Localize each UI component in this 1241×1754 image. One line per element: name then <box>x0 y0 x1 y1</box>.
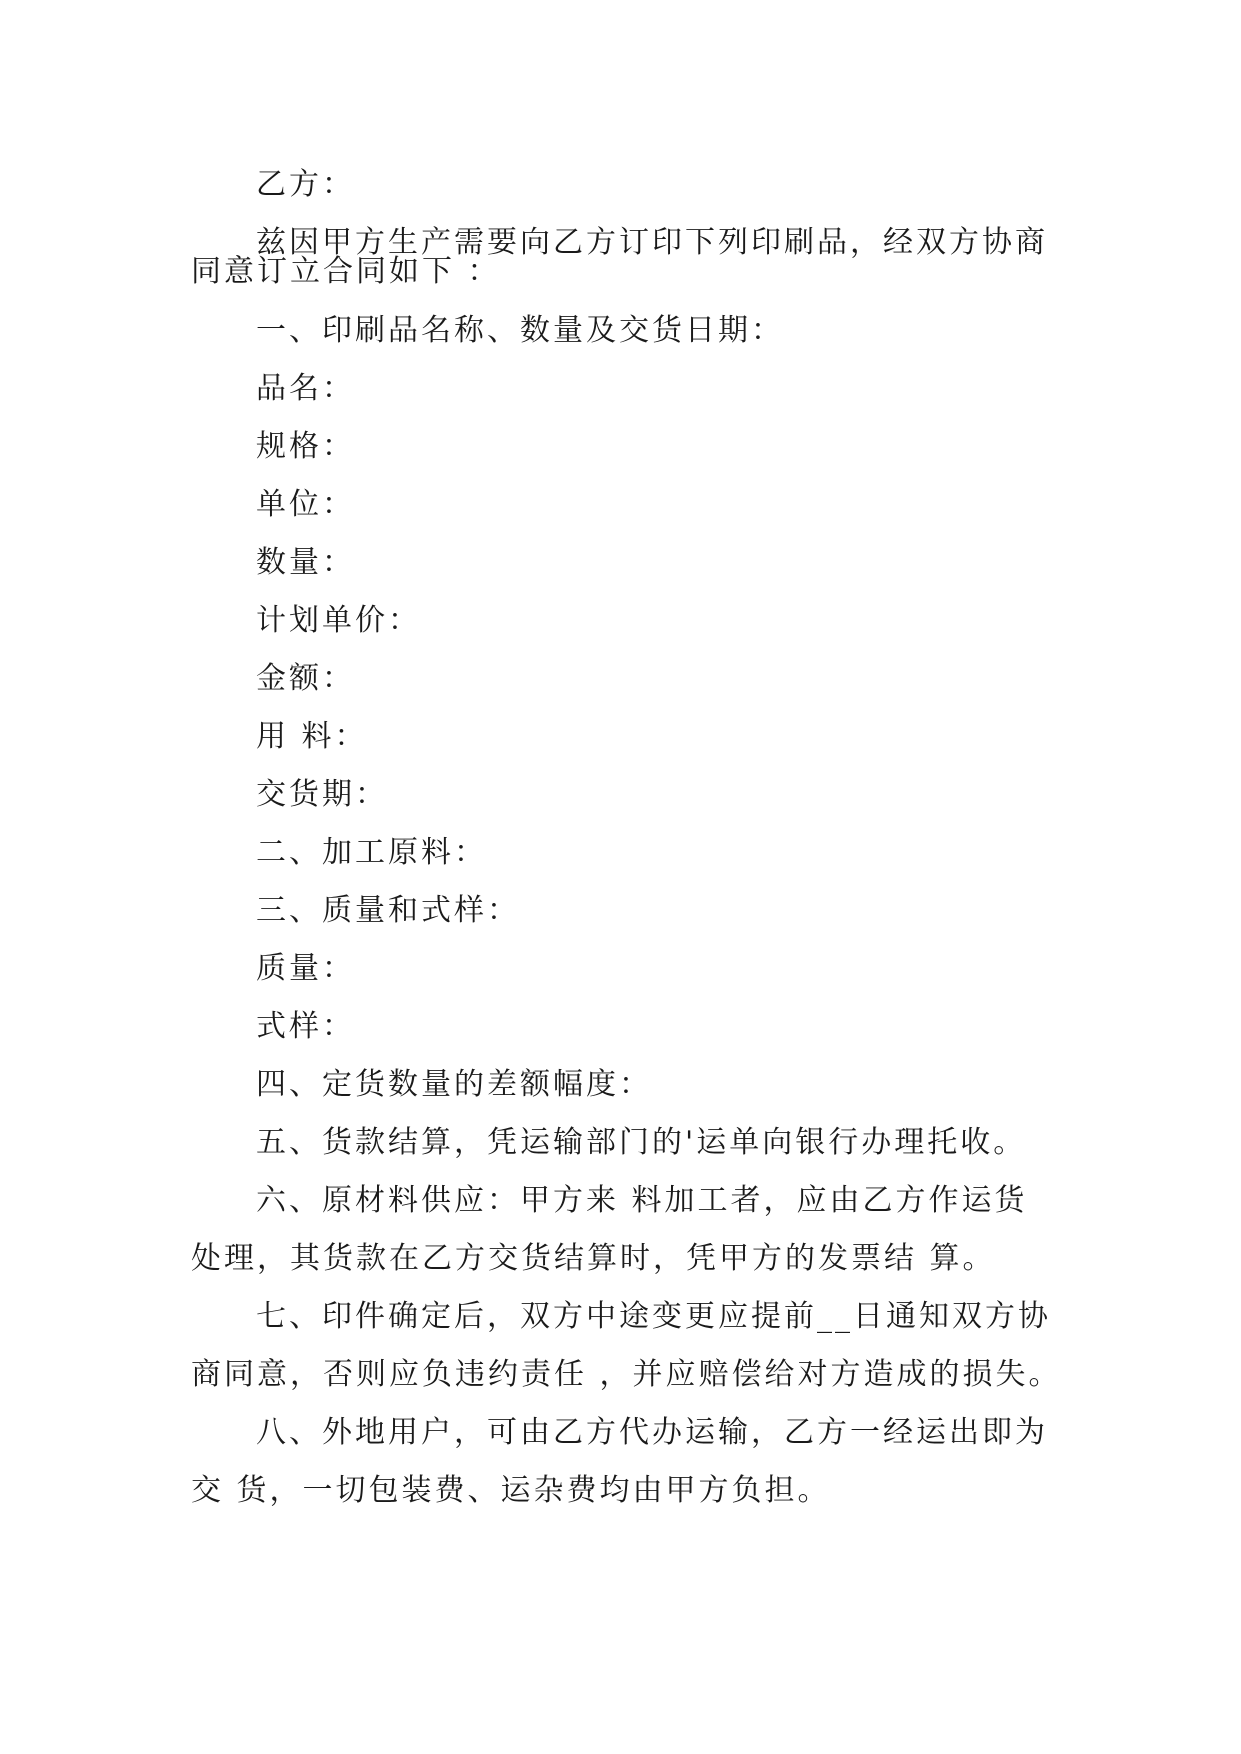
section-7-line-2: 商同意，否则应负违约责任 ，并应赔偿给对方造成的损失。 <box>191 1357 1062 1392</box>
preamble-line-1: 兹因甲方生产需要向乙方订印下列印刷品，经双方协商 <box>256 225 1048 260</box>
field-unit-price: 计划单价： <box>256 603 421 638</box>
field-style: 式样： <box>256 1009 355 1044</box>
preamble-line-2: 同意订立合同如下 ： <box>191 254 501 289</box>
field-amount: 金额： <box>256 661 355 696</box>
section-6-line-2: 处理，其货款在乙方交货结算时，凭甲方的发票结 算。 <box>191 1241 996 1276</box>
section-2-heading: 二、加工原料： <box>256 835 487 870</box>
section-4-heading: 四、定货数量的差额幅度： <box>256 1067 652 1102</box>
section-7-line-1: 七、印件确定后，双方中途变更应提前__日通知双方协 <box>256 1299 1051 1334</box>
section-3-heading: 三、质量和式样： <box>256 893 520 928</box>
section-8-line-1: 八、外地用户，可由乙方代办运输，乙方一经运出即为 <box>256 1415 1048 1450</box>
field-product-name: 品名： <box>256 371 355 406</box>
field-materials: 用 料： <box>256 719 368 754</box>
section-6-line-1: 六、原材料供应：甲方来 料加工者，应由乙方作运货 <box>256 1183 1028 1218</box>
field-specification: 规格： <box>256 429 355 464</box>
field-delivery-date: 交货期： <box>256 777 388 812</box>
party-b-label: 乙方： <box>256 167 355 202</box>
section-5-text: 五、货款结算，凭运输部门的'运单向银行办理托收。 <box>256 1125 1027 1160</box>
field-quality: 质量： <box>256 951 355 986</box>
section-1-heading: 一、印刷品名称、数量及交货日期： <box>256 313 784 348</box>
section-8-line-2: 交 货，一切包装费、运杂费均由甲方负担。 <box>191 1473 831 1508</box>
field-quantity: 数量： <box>256 545 355 580</box>
field-unit: 单位： <box>256 487 355 522</box>
